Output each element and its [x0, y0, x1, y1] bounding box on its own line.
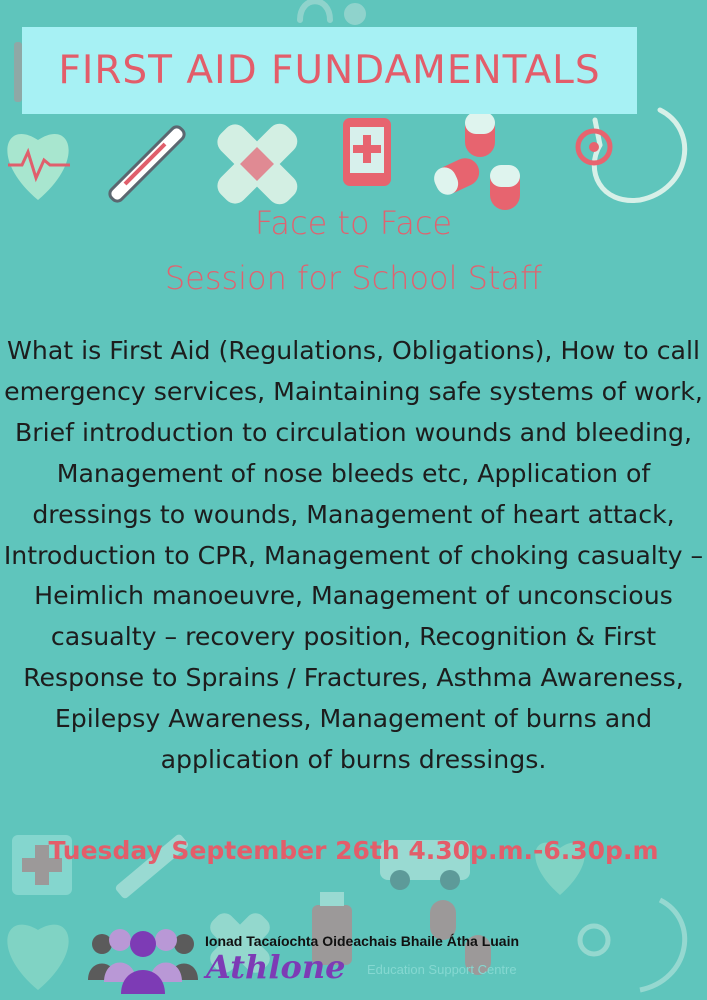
phone-medical-icon — [343, 118, 391, 186]
course-description: What is First Aid (Regulations, Obligations), How to call emergency services, Maintaining safe systems of work, Brief introduction to circulation wounds and bleeding, Management of nose bleeds etc, Application of dressings to wounds, Management of heart attack, Introduction to CPR, Management of choking casualty – Heimlich manoeuvre, Management of unconscious casualty – recovery position, Recognition & First Response to Sprains / Fractures, Asthma Awareness, Epilepsy Awareness, Management of burns and application of burns dressings. — [3, 336, 704, 775]
subtitle-line-1: Face to Face — [254, 204, 453, 242]
subtitle-line-2: Session for School Staff — [164, 259, 543, 297]
page-title: FIRST AID FUNDAMENTALS — [58, 48, 601, 93]
stethoscope-icon — [580, 900, 685, 990]
stethoscope-icon — [578, 110, 685, 200]
heart-pulse-icon — [7, 134, 70, 200]
bandage-icon — [212, 119, 302, 210]
thermometer-icon — [107, 124, 186, 203]
org-name: Ionad Tacaíochta Oideachais Bhaile Átha Luain — [205, 933, 520, 949]
title-banner — [22, 27, 637, 114]
stethoscope-icon — [300, 1, 363, 22]
session-date-time: Tuesday September 26th 4.30p.m.-6.30p.m — [48, 836, 659, 865]
heart-pulse-icon — [7, 925, 68, 990]
people-logo-icon — [88, 922, 198, 996]
pills-icon — [430, 112, 520, 210]
logo-word: Athlone — [206, 948, 346, 986]
faint-subtext: Education Support Centre — [367, 962, 517, 977]
bar-icon — [14, 42, 22, 102]
